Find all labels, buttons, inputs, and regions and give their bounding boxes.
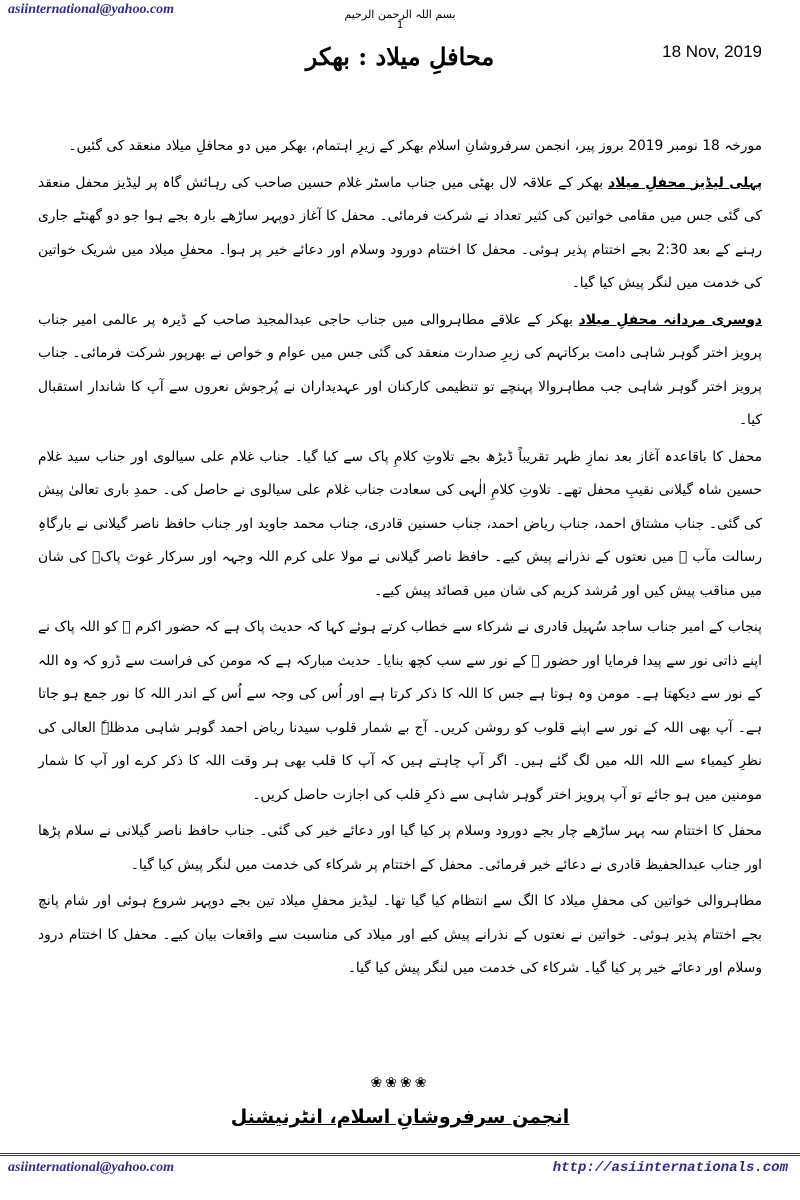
paragraph-text: مطاہروالی خواتین کی محفلِ میلاد کا الگ سے انتظام کیا گیا تھا۔ لیڈیز محفلِ میلاد تین بجے دوپہر شروع ہوئی اور شام پانچ بجے اختتام پذیر ہوئی۔ خواتین نے نعتوں کے نذرانے پیش کیے اور میلاد کی مناسبت سے واقعات بیان کیے۔ محفل کا اختتام درود وسلام اور دعائے خیر پر کیا گیا۔ شرکاء کی خدمت میں لنگر پیش کیا گیا۔	[38, 893, 762, 976]
page-number: 1	[396, 20, 404, 31]
article-body	[38, 130, 762, 1065]
paragraph-program	[38, 441, 762, 609]
section-label: پہلی لیڈیز محفلِ میلاد	[608, 174, 762, 191]
paragraph-speech	[38, 611, 762, 812]
flower-divider: ❀❀❀❀	[370, 1075, 430, 1091]
paragraph-text: بھکر کے علاقہ لال بھٹی میں جناب ماسٹر غلام حسین صاحب کی رہائش گاہ پر لیڈیز محفل منعقد کی گئی جس میں مقامی خواتین کی کثیر تعداد نے شرکت فرمائی۔ محفل کا آغاز دوپہر ساڑھے بارہ بجے ہوا جو دو گھنٹے جاری رہنے کے بعد 2:30 بجے اختتام پذیر ہوئی۔ محفل کا اختتام دورود وسلام اور دعائے خیر پر ہوا۔ محفلِ میلاد میں شریک خواتین کی خدمت میں لنگر پیش کیا گیا۔	[38, 174, 762, 291]
section-label: دوسری مردانہ محفلِ میلاد	[578, 311, 762, 328]
paragraph-mens-mehfil	[38, 304, 762, 438]
paragraph-text: محفل کا باقاعدہ آغاز بعد نمازِ ظہر تقریباً ڈیڑھ بجے تلاوتِ کلامِ پاک سے کیا گیا۔ جناب غلام علی سیالوی اور جناب سید غلام حسین شاہ گیلانی نقیبِ محفل تھے۔ تلاوتِ کلامِ الٰہی کی سعادت جناب غلام علی سیالوی نے حاصل کی۔ حمدِ باری تعالیٰ پیش کی گئی۔ جناب مشتاق احمد، جناب ریاض احمد، جناب حسنین قادری، جناب محمد جاوید اور جناب حافظ ناصر گیلانی نے بارگاہِ رسالت مآب ﷺ میں نعتوں کے نذرانے پیش کیے۔ حافظ ناصر گیلانی نے مولا علی کرم اللہ وجہہ اور سرکار غوث پاکؓ کی شان میں مناقب پیش کیں اور مُرشد کریم کی شان میں قصائد پیش کیے۔	[38, 448, 762, 599]
organization-name: انجمن سرفروشانِ اسلام، انٹرنیشنل	[230, 1106, 570, 1128]
page-title: محافلِ میلاد : بھکر	[305, 42, 495, 71]
paragraph-ladies-mataharwali	[38, 885, 762, 986]
paragraph-conclusion	[38, 815, 762, 882]
bismillah: بسم اللہ الرحمن الرحیم	[344, 8, 456, 21]
paragraph-text: مورخہ 18 نومبر 2019 بروز پیر، انجمن سرفروشانِ اسلام بھکر کے زیرِ اہتمام، بھکر میں دو محافلِ میلاد منعقد کی گئیں۔	[68, 138, 762, 154]
paragraph-text: پنجاب کے امیر جناب ساجد سُہیل قادری نے شرکاء سے خطاب کرتے ہوئے کہا کہ حدیث پاک ہے کہ حضور اکرم ﷺ کو اللہ پاک نے اپنے ذاتی نور سے پیدا فرمایا اور حضور ﷺ کے نور سے سب کچھ بنایا۔ حدیث مبارکہ ہے کہ مومن کی فراست سے ڈرو کہ وہ اللہ کے نور سے دیکھتا ہے۔ مومن وہ ہوتا ہے جس کا اللہ کا ذکر کرتا ہے اور اُس کی وجہ سے اُس کے اندر اللہ کا نور جمع ہو جاتا ہے۔ آپ بھی اللہ کے نور سے اپنے قلوب کو روشن کریں۔ آج بے شمار قلوب سیدنا ریاض احمد گوہر شاہی مدظلہٗ العالی کی نظرِ کیمیاء سے اللہ اللہ میں لگ گئے ہیں۔ اگر آپ چاہتے ہیں کہ آپ کا قلب بھی ہر وقت اللہ کا ذکر کرے اور آپ کا شمار مومنین میں ہو جائے تو آپ پرویز اختر گوہر شاہی سے ذکرِ قلب کی اجازت حاصل کریں۔	[38, 619, 762, 803]
footer-url[interactable]: http://asiinternationals.com	[552, 1160, 788, 1176]
footer-divider	[0, 1153, 800, 1156]
footer-email[interactable]: asiinternational@yahoo.com	[8, 1160, 175, 1175]
date: 18 Nov, 2019	[662, 42, 762, 61]
header-email[interactable]: asiinternational@yahoo.com	[8, 2, 175, 17]
paragraph-text: بھکر کے علاقے مطاہروالی میں جناب حاجی عبدالمجید صاحب کے ڈیرہ پر عالمی امیر جناب پرویز اختر گوہر شاہی دامت برکاتہم کی زیرِ صدارت منعقد کی گئی جس میں عوام و خواص نے بھرپور شرکت فرمائی۔ جناب پرویز اختر گوہر شاہی جب مطاہروالا پہنچے تو تنظیمی کارکنان اور عہدیداران نے پُرجوش نعروں سے آپ کا شاندار استقبال کیا۔	[38, 311, 762, 428]
paragraph-text: محفل کا اختتام سہ پہر ساڑھے چار بجے دورود وسلام پر کیا گیا اور دعائے خیر کی گئی۔ جناب حافظ ناصر گیلانی نے سلام پڑھا اور جناب عبدالحفیظ قادری نے دعائے خیر فرمائی۔ محفل کے اختتام پر شرکاء کی خدمت میں لنگر پیش کیا گیا۔	[38, 823, 762, 873]
paragraph-intro	[38, 130, 762, 164]
paragraph-ladies-mehfil	[38, 167, 762, 301]
